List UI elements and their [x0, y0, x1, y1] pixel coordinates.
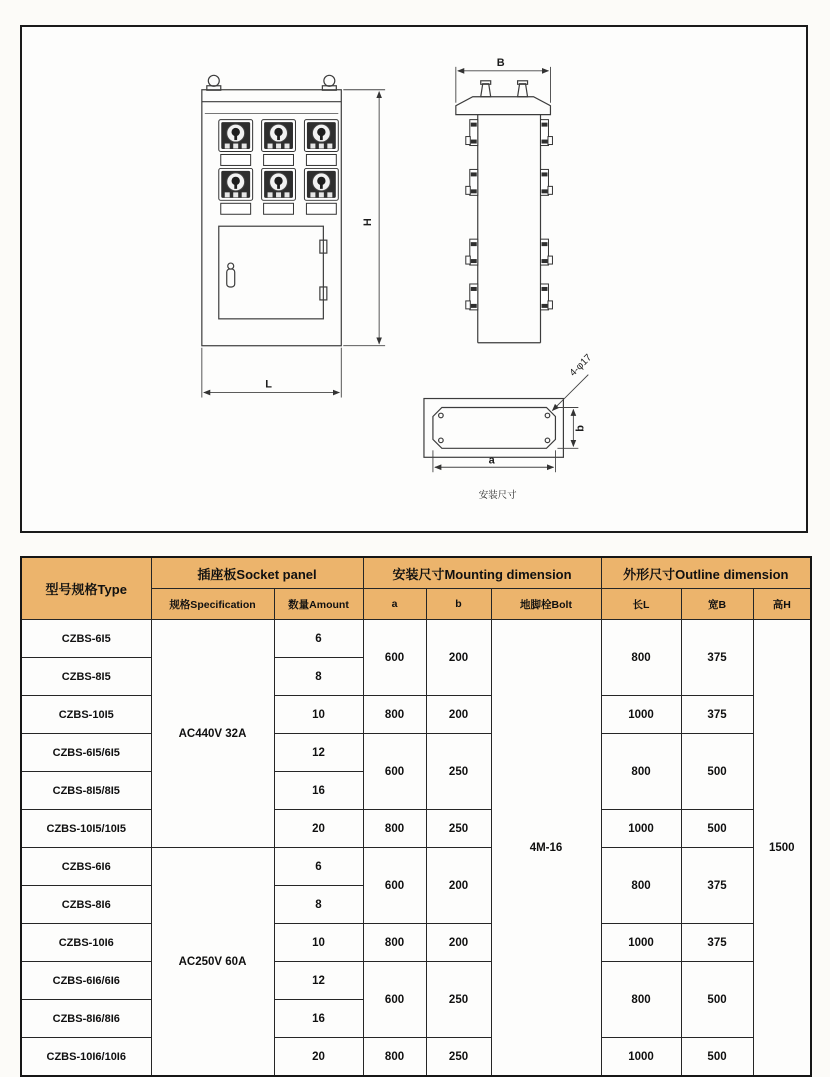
side-hinge-profile [466, 239, 478, 265]
col-header-height: 高H [753, 589, 811, 620]
footprint-caption: 安装尺寸 [478, 490, 517, 502]
b-cell: 250 [426, 962, 491, 1038]
length-cell: 800 [601, 962, 681, 1038]
width-cell: 375 [681, 924, 753, 962]
table-row [21, 924, 811, 962]
amount-cell: 8 [274, 886, 363, 924]
col-header-mounting: 安装尺寸Mounting dimension [363, 557, 601, 589]
b-cell: 200 [426, 924, 491, 962]
cabinet-technical-drawing [22, 27, 806, 531]
table-row [21, 1038, 811, 1077]
amount-cell: 10 [274, 924, 363, 962]
b-cell: 200 [426, 696, 491, 734]
model-cell: CZBS-8I6/8I6 [21, 1000, 151, 1038]
table-row [21, 696, 811, 734]
amount-cell: 6 [274, 620, 363, 658]
spec-cell: AC440V 32A [151, 620, 274, 848]
width-cell: 500 [681, 1038, 753, 1077]
length-cell: 800 [601, 848, 681, 924]
table-row [21, 620, 811, 658]
amount-cell: 10 [274, 696, 363, 734]
b-cell: 250 [426, 734, 491, 810]
a-cell: 800 [363, 696, 426, 734]
a-cell: 800 [363, 924, 426, 962]
a-cell: 800 [363, 1038, 426, 1077]
cabinet-front-view [202, 75, 385, 397]
socket-outlet [304, 120, 338, 166]
width-cell: 500 [681, 810, 753, 848]
width-cell: 500 [681, 962, 753, 1038]
width-cell: 375 [681, 696, 753, 734]
col-header-outline: 外形尺寸Outline dimension [601, 557, 811, 589]
socket-outlet [262, 120, 296, 166]
a-cell: 800 [363, 810, 426, 848]
header-row-main [21, 557, 811, 589]
socket-outlet [262, 168, 296, 214]
height-cell: 1500 [753, 620, 811, 1077]
model-cell: CZBS-10I6/10I6 [21, 1038, 151, 1077]
model-cell: CZBS-8I5 [21, 658, 151, 696]
width-cell: 375 [681, 620, 753, 696]
side-hinge-profile [540, 284, 552, 310]
amount-cell: 12 [274, 962, 363, 1000]
side-socket-profile [540, 120, 552, 146]
length-cell: 1000 [601, 696, 681, 734]
model-cell: CZBS-6I5/6I5 [21, 734, 151, 772]
spec-cell: AC250V 60A [151, 848, 274, 1077]
amount-cell: 20 [274, 1038, 363, 1077]
col-header-length: 长L [601, 589, 681, 620]
length-cell: 1000 [601, 810, 681, 848]
amount-cell: 16 [274, 1000, 363, 1038]
side-hinge-profile [466, 284, 478, 310]
length-cell: 1000 [601, 1038, 681, 1077]
col-header-specification: 规格Specification [151, 589, 274, 620]
table-row [21, 848, 811, 886]
side-socket-profile [466, 120, 478, 146]
cabinet-side-view [456, 57, 553, 343]
dimension-label-H: H [362, 218, 375, 227]
amount-cell: 8 [274, 658, 363, 696]
socket-outlet [219, 120, 253, 166]
model-cell: CZBS-8I6 [21, 886, 151, 924]
mounting-footprint-view [424, 352, 595, 501]
a-cell: 600 [363, 962, 426, 1038]
table-row [21, 734, 811, 772]
dimension-label-a: a [488, 454, 495, 467]
col-header-socket-panel: 插座板Socket panel [151, 557, 363, 589]
table-row [21, 810, 811, 848]
dimension-label-L: L [265, 378, 272, 391]
length-cell: 1000 [601, 924, 681, 962]
specification-table [20, 556, 812, 1077]
amount-cell: 6 [274, 848, 363, 886]
dimension-label-b: b [574, 425, 587, 432]
model-cell: CZBS-10I6 [21, 924, 151, 962]
col-header-type: 型号规格Type [21, 557, 151, 620]
hole-callout-label: 4-φ17 [567, 352, 595, 379]
width-cell: 500 [681, 734, 753, 810]
model-cell: CZBS-6I6 [21, 848, 151, 886]
col-header-amount: 数量Amount [274, 589, 363, 620]
table-row [21, 962, 811, 1000]
side-socket-profile [540, 169, 552, 195]
socket-outlet [219, 168, 253, 214]
bolt-cell: 4M-16 [491, 620, 601, 1077]
length-cell: 800 [601, 734, 681, 810]
col-header-bolt: 地脚栓Bolt [491, 589, 601, 620]
side-socket-profile [466, 169, 478, 195]
model-cell: CZBS-6I6/6I6 [21, 962, 151, 1000]
model-cell: CZBS-10I5 [21, 696, 151, 734]
col-header-b: b [426, 589, 491, 620]
b-cell: 250 [426, 1038, 491, 1077]
model-cell: CZBS-10I5/10I5 [21, 810, 151, 848]
a-cell: 600 [363, 848, 426, 924]
col-header-a: a [363, 589, 426, 620]
amount-cell: 12 [274, 734, 363, 772]
width-cell: 375 [681, 848, 753, 924]
a-cell: 600 [363, 620, 426, 696]
drawing-panel [20, 25, 808, 533]
a-cell: 600 [363, 734, 426, 810]
b-cell: 200 [426, 620, 491, 696]
col-header-width: 宽B [681, 589, 753, 620]
dimension-label-B: B [496, 56, 505, 69]
length-cell: 800 [601, 620, 681, 696]
b-cell: 250 [426, 810, 491, 848]
model-cell: CZBS-6I5 [21, 620, 151, 658]
amount-cell: 20 [274, 810, 363, 848]
model-cell: CZBS-8I5/8I5 [21, 772, 151, 810]
amount-cell: 16 [274, 772, 363, 810]
side-hinge-profile [540, 239, 552, 265]
socket-outlet [304, 168, 338, 214]
b-cell: 200 [426, 848, 491, 924]
